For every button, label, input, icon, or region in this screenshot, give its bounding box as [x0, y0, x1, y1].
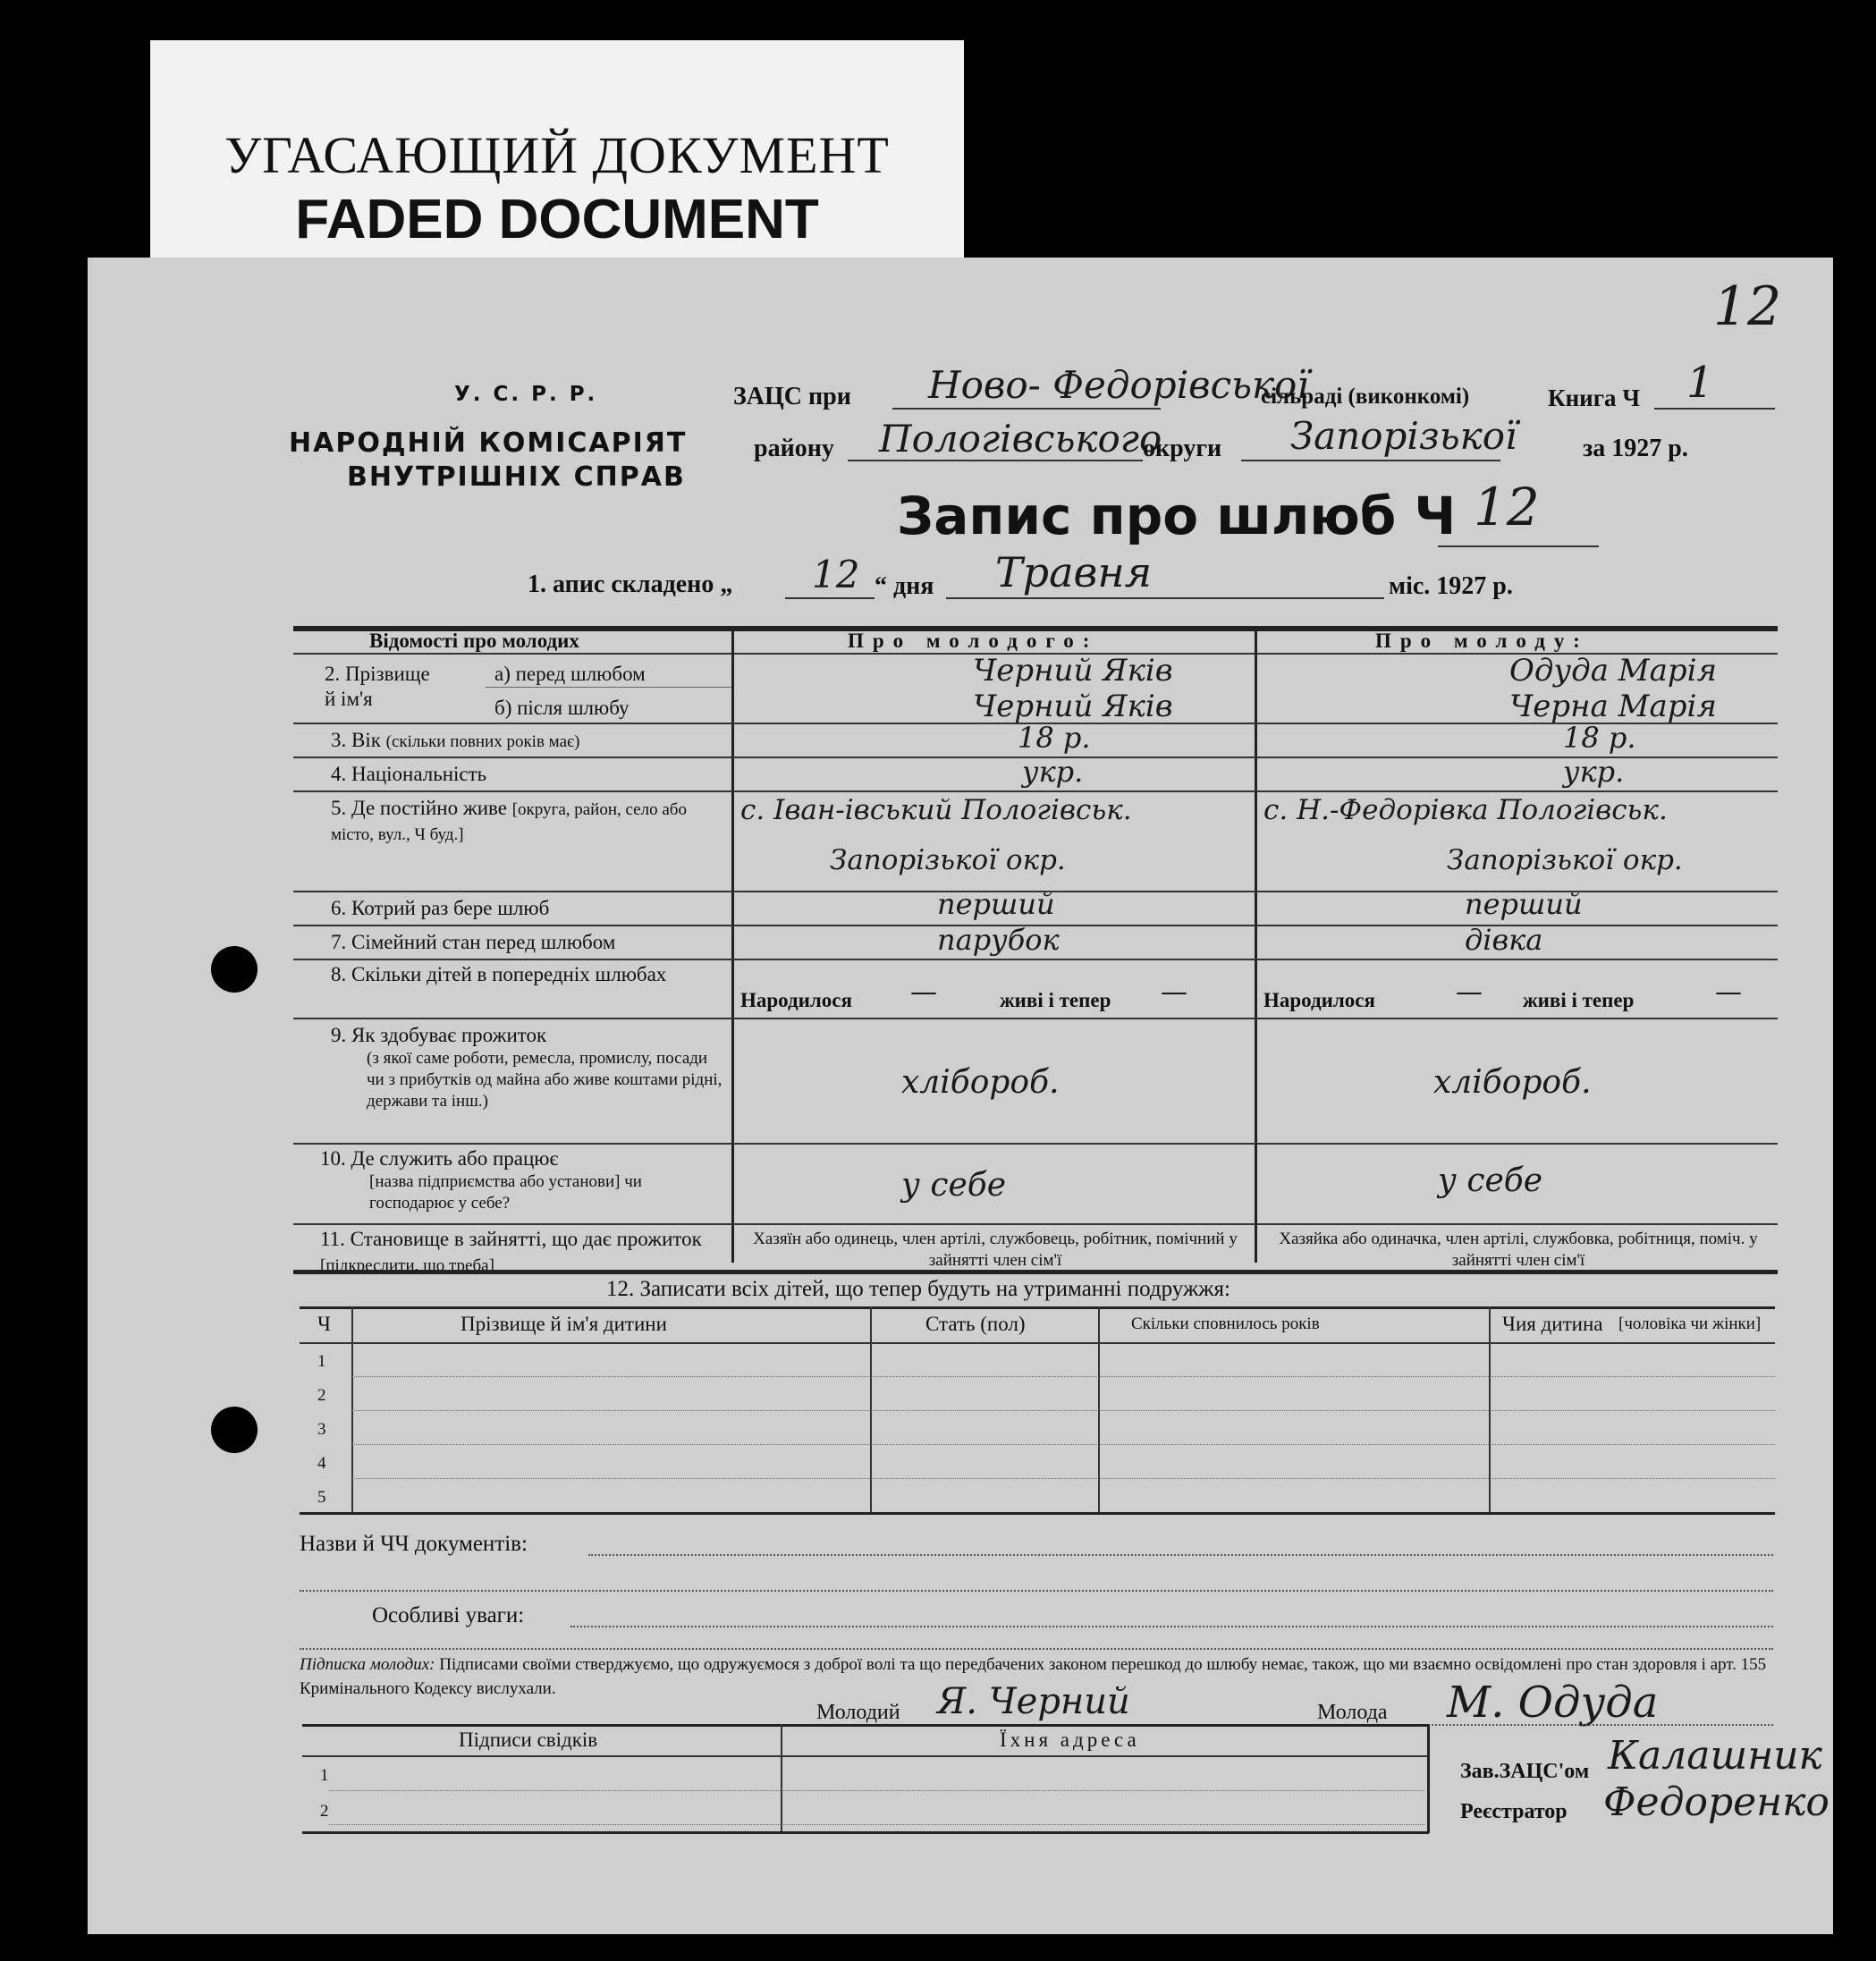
row4-label: 4. Національність [331, 763, 487, 785]
bride-alive: — [1715, 976, 1742, 1008]
groom-signature: Я. Черний [937, 1681, 1130, 1722]
row2b-label: б) після шлюбу [494, 697, 630, 719]
zags-suffix: сільраді (виконкомі) [1261, 385, 1470, 409]
kids-row-5: 5 [317, 1488, 326, 1507]
bride-nationality: укр. [1563, 755, 1625, 789]
groom-position: Хазяїн або одинець, член артілі, службовець, робітник, помічний у зайнятті член сім'ї [753, 1230, 1238, 1270]
kids-row-4: 4 [317, 1454, 326, 1473]
registrar-signature: Федоренко [1603, 1779, 1830, 1825]
row9-title: 9. Як здобуває прожиток [331, 1024, 547, 1046]
row2-label: 2. Прізвище й ім'я [325, 663, 430, 710]
witness-row-2: 2 [320, 1802, 329, 1821]
groom-alive-label: живі і тепер [1000, 989, 1111, 1011]
documents-label: Назви й ЧЧ документів: [300, 1532, 528, 1556]
row7-label: 7. Сімейний стан перед шлюбом [331, 931, 616, 953]
bride-alive-label: живі і тепер [1523, 989, 1635, 1011]
groom-born: — [910, 976, 937, 1008]
bride-sign-label: Молода [1317, 1701, 1388, 1724]
book-value: 1 [1686, 358, 1714, 408]
row11-note: [підкреслити, що треба] [320, 1256, 494, 1275]
dated-month: Травня [995, 548, 1153, 596]
bride-residence-2: Запорізької окр. [1447, 844, 1683, 876]
bride-livelihood: хлібороб. [1433, 1064, 1592, 1101]
row10-note: [назва підприємства або установи] чи господарює у себе? [369, 1172, 642, 1213]
groom-name-before: Черний Яків [973, 653, 1173, 689]
groom-sign-label: Молодий [816, 1701, 900, 1724]
declaration-lead: Підписка молодих: [300, 1655, 435, 1674]
row8-label: 8. Скільки дітей в попередніх шлюбах [331, 963, 667, 985]
declaration-text: Підписами своїми стверджуємо, що одружуємося з доброї волі та що передбачених законом перешкод до шлюбу немає, також, що ми взаємно освідомлені про стан здоровля і арт. 155 Кримінального Кодексу вислухали. [300, 1655, 1767, 1698]
children-heading: 12. Записати всіх дітей, що тепер будуть на утриманні подружжя: [606, 1277, 1230, 1301]
dated-suffix: міс. 1927 р. [1389, 572, 1513, 600]
row5-title: 5. Де постійно живе [331, 797, 507, 819]
kids-row-2: 2 [317, 1386, 326, 1405]
row3-label [331, 728, 580, 753]
row9-label [331, 1023, 724, 1112]
row6-label: 6. Котрий раз бере шлюб [331, 897, 550, 919]
dated-mid: “ дня [875, 572, 934, 600]
groom-times: перший [937, 887, 1055, 921]
bride-name-before: Одуда Марія [1509, 653, 1718, 689]
punch-hole [211, 1407, 258, 1453]
bride-times: перший [1465, 887, 1583, 921]
kids-row-3: 3 [317, 1420, 326, 1439]
row5-note: [округа, район, село або місто, вул., Ч буд.] [331, 800, 687, 844]
col-header-info: Відомості про молодих [369, 630, 579, 652]
row10-label [320, 1146, 714, 1214]
kids-col-num: Ч [317, 1313, 331, 1335]
okrug-label: округи [1143, 435, 1222, 462]
groom-residence-2: Запорізької окр. [830, 844, 1066, 876]
row9-note: (з якої саме роботи, ремесла, промислу, посади чи з прибутків од майна або живе коштами рідні, держави та інш.) [367, 1049, 723, 1111]
bride-born-label: Народилося [1263, 989, 1375, 1011]
okrug-value: Запорізької [1290, 414, 1517, 458]
groom-age: 18 р. [1018, 721, 1091, 755]
kids-row-1: 1 [317, 1352, 326, 1371]
row10-title: 10. Де служить або працює [320, 1147, 559, 1170]
groom-alive: — [1161, 976, 1187, 1008]
dated-prefix: 1. апис складено „ [528, 571, 733, 598]
kids-col-whose: Чия дитина [1502, 1313, 1603, 1335]
bride-name-after: Черна Марія [1509, 689, 1717, 724]
zags-value: Ново- Федорівської [928, 363, 1309, 407]
book-label: Книга Ч [1548, 385, 1641, 411]
groom-workplace: у себе [901, 1167, 1007, 1204]
groom-status: парубок [937, 923, 1060, 957]
record-title: Запис про шлюб Ч [897, 486, 1457, 546]
bride-signature: М. Одуда [1447, 1678, 1659, 1728]
stamp-ru: УГАСАЮЩИЙ ДОКУМЕНТ [224, 126, 890, 184]
dated-day: 12 [812, 553, 860, 596]
groom-nationality: укр. [1022, 755, 1084, 789]
marriage-record-sheet [88, 258, 1833, 1934]
bride-born: — [1456, 976, 1483, 1008]
bride-residence-1: с. Н.-Федорівка Пологівськ. [1263, 794, 1668, 826]
kids-col-age: Скільки сповнилось років [1131, 1314, 1320, 1333]
bride-age: 18 р. [1563, 721, 1636, 755]
row3-title: 3. Вік [331, 729, 381, 751]
kids-col-sex: Стать (пол) [925, 1313, 1026, 1335]
faded-document-stamp [150, 40, 964, 264]
row2a-label: а) перед шлюбом [494, 663, 646, 685]
org-internal-affairs: ВНУТРІШНІХ СПРАВ [347, 461, 686, 493]
bride-workplace: у себе [1438, 1162, 1543, 1199]
witness-col-signatures: Підписи свідків [459, 1729, 598, 1751]
groom-livelihood: хлібороб. [901, 1064, 1060, 1101]
record-number: 12 [1474, 477, 1540, 537]
stamp-en: FADED DOCUMENT [295, 189, 819, 250]
bride-status: дівка [1465, 923, 1543, 957]
witness-col-address: Їхня адреса [1000, 1729, 1140, 1751]
rayon-value: Пологівського [879, 417, 1162, 461]
groom-residence-1: с. Іван-івський Пологівськ. [740, 794, 1132, 826]
remarks-label: Особливі уваги: [372, 1603, 525, 1627]
org-commissariat: НАРОДНІЙ КОМІСАРІЯТ [289, 427, 688, 459]
head-signature: Калашник [1608, 1733, 1822, 1779]
witness-row-1: 1 [320, 1766, 329, 1785]
row11-title: 11. Становище в зайнятті, що дає прожиток [320, 1228, 702, 1250]
col-header-bride: Про молоду: [1375, 630, 1589, 652]
groom-name-after: Черний Яків [973, 689, 1173, 724]
col-header-groom: Про молодого: [848, 630, 1099, 652]
groom-born-label: Народилося [740, 989, 852, 1011]
bride-position: Хазяйка або одиначка, член артілі, службовка, робітниця, поміч. у зайнятті член сім'ї [1279, 1230, 1758, 1270]
kids-col-whose-note: [чоловіка чи жінки] [1618, 1314, 1762, 1333]
row5-label [331, 796, 724, 846]
zags-prefix: ЗАЦС при [733, 383, 851, 410]
kids-col-name: Прізвище й ім'я дитини [461, 1313, 667, 1335]
org-ussr: У. С. Р. Р. [454, 383, 598, 406]
rayon-label: району [754, 435, 834, 462]
head-label: Зав.ЗАЦС'ом [1460, 1760, 1590, 1783]
registrar-label: Реєстратор [1460, 1800, 1568, 1823]
year-label: за 1927 р. [1583, 435, 1688, 462]
row3-note: (скільки повних років має) [385, 732, 580, 751]
punch-hole [211, 946, 258, 993]
page-number: 12 [1713, 275, 1782, 338]
